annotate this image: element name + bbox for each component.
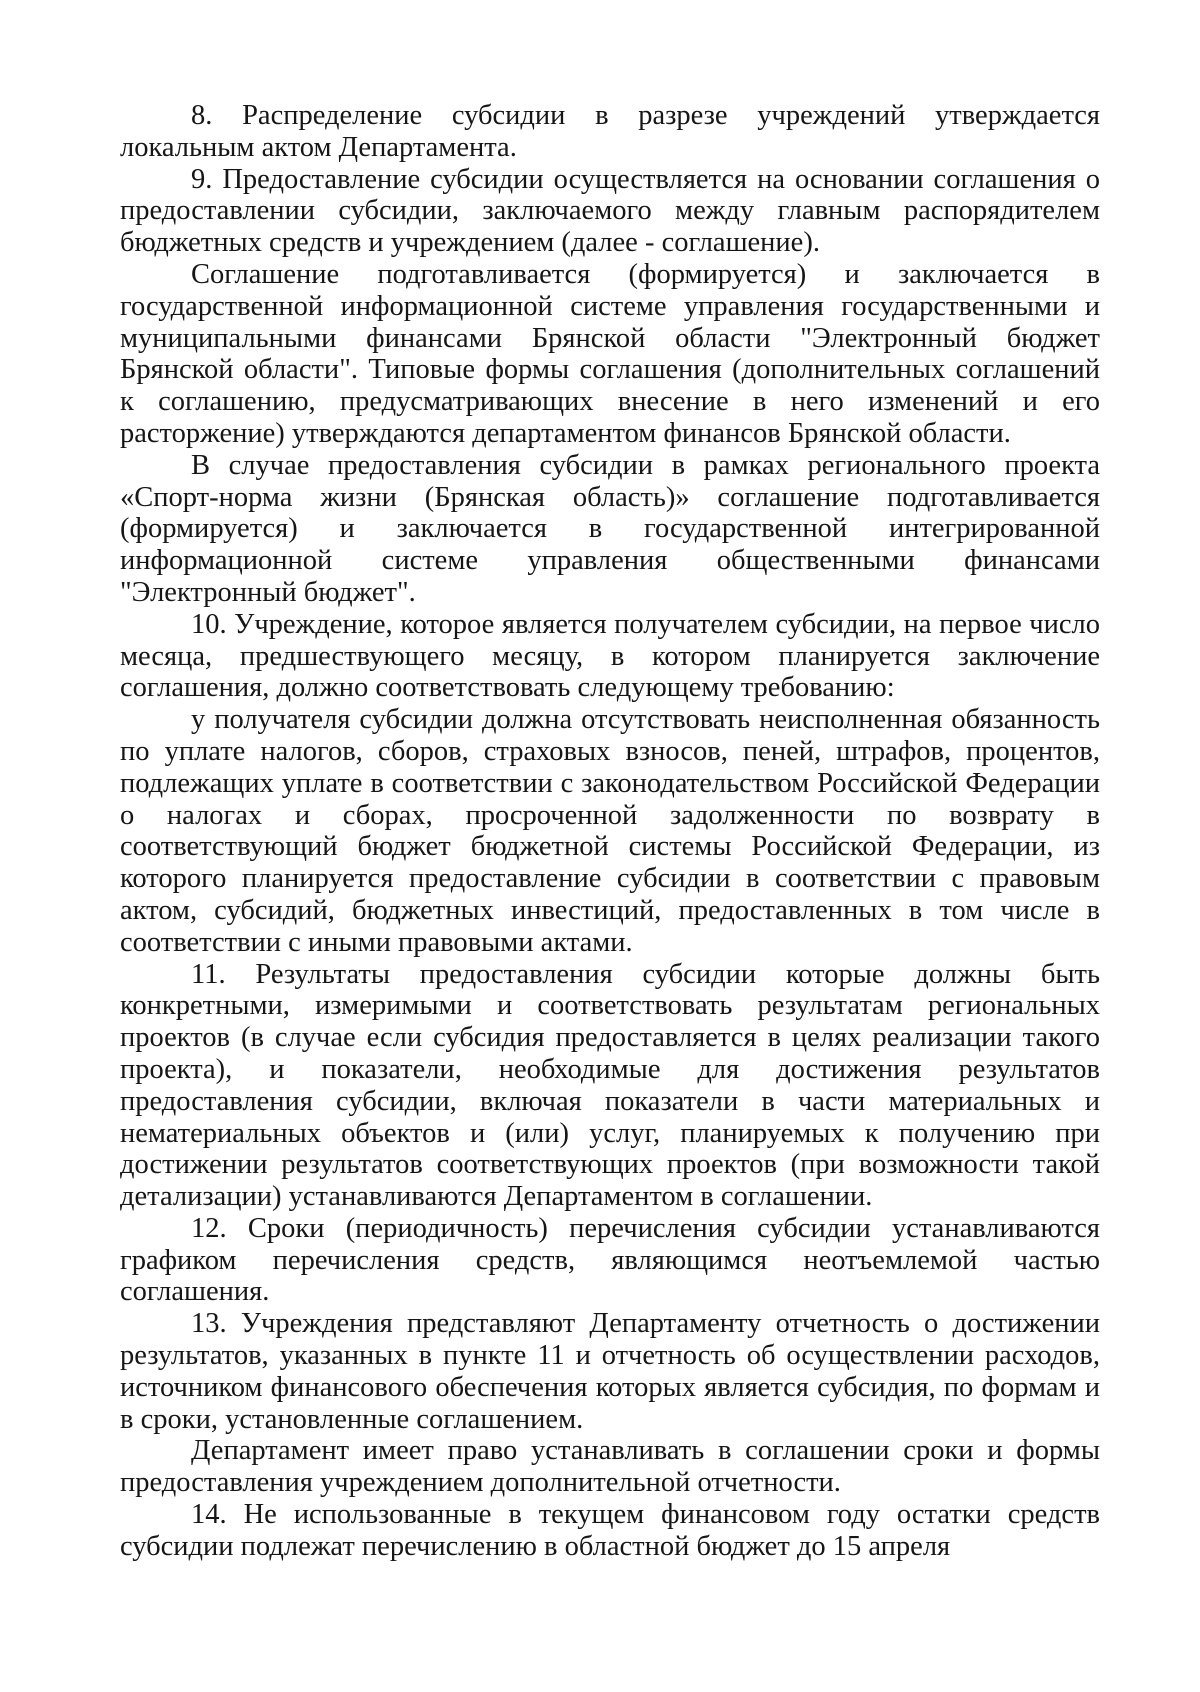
paragraph-10: 10. Учреждение, которое является получателем субсидии, на первое число месяца, предшествующего месяцу, в котором планируется заключение соглашения, должно соответствовать следующему требованию:	[120, 608, 1100, 704]
paragraph-12: 12. Сроки (периодичность) перечисления субсидии устанавливаются графиком перечисления средств, являющимся неотъемлемой частью соглашения.	[120, 1212, 1100, 1308]
paragraph-department-rights: Департамент имеет право устанавливать в соглашении сроки и формы предоставления учреждением дополнительной отчетности.	[120, 1435, 1100, 1499]
paragraph-11: 11. Результаты предоставления субсидии которые должны быть конкретными, измеримыми и соответствовать результатам региональных проектов (в случае если субсидия предоставляется в целях реализации такого проекта), и показатели, необходимые для достижения результатов предоставления субсидии, включая показатели в части материальных и нематериальных объектов и (или) услуг, планируемых к получению при достижении результатов соответствующих проектов (при возможности такой детализации) устанавливаются Департаментом в соглашении.	[120, 958, 1100, 1213]
paragraph-requirement: у получателя субсидии должна отсутствовать неисполненная обязанность по уплате налогов, сборов, страховых взносов, пеней, штрафов, процентов, подлежащих уплате в соответствии с законодательством Российской Федерации о налогах и сборах, просроченной задолженности по возврату в соответствующий бюджет бюджетной системы Российской Федерации, из которого планируется предоставление субсидии в соответствии с правовым актом, субсидий, бюджетных инвестиций, предоставленных в том числе в соответствии с иными правовыми актами.	[120, 704, 1100, 958]
paragraph-13: 13. Учреждения представляют Департаменту отчетность о достижении результатов, указанных в пункте 11 и отчетность об осуществлении расходов, источником финансового обеспечения которых является субсидия, по формам и в сроки, установленные соглашением.	[120, 1308, 1100, 1435]
paragraph-agreement: Соглашение подготавливается (формируется) и заключается в государственной информационной системе управления государственными и муниципальными финансами Брянской области "Электронный бюджет Брянской области". Типовые формы соглашения (дополнительных соглашений к соглашению, предусматривающих внесение в него изменений и его расторжение) утверждаются департаментом финансов Брянской области.	[120, 258, 1100, 449]
paragraph-9: 9. Предоставление субсидии осуществляется на основании соглашения о предоставлении субсидии, заключаемого между главным распорядителем бюджетных средств и учреждением (далее - соглашение).	[120, 163, 1100, 259]
paragraph-8: 8. Распределение субсидии в разрезе учреждений утверждается локальным актом Департамента.	[120, 100, 1100, 163]
document-page	[120, 100, 1100, 1563]
paragraph-14: 14. Не использованные в текущем финансовом году остатки средств субсидии подлежат перечислению в областной бюджет до 15 апреля	[120, 1499, 1100, 1562]
paragraph-regional-project: В случае предоставления субсидии в рамках регионального проекта «Спорт-норма жизни (Брянская область)» соглашение подготавливается (формируется) и заключается в государственной интегрированной информационной системе управления общественными финансами "Электронный бюджет".	[120, 449, 1100, 608]
